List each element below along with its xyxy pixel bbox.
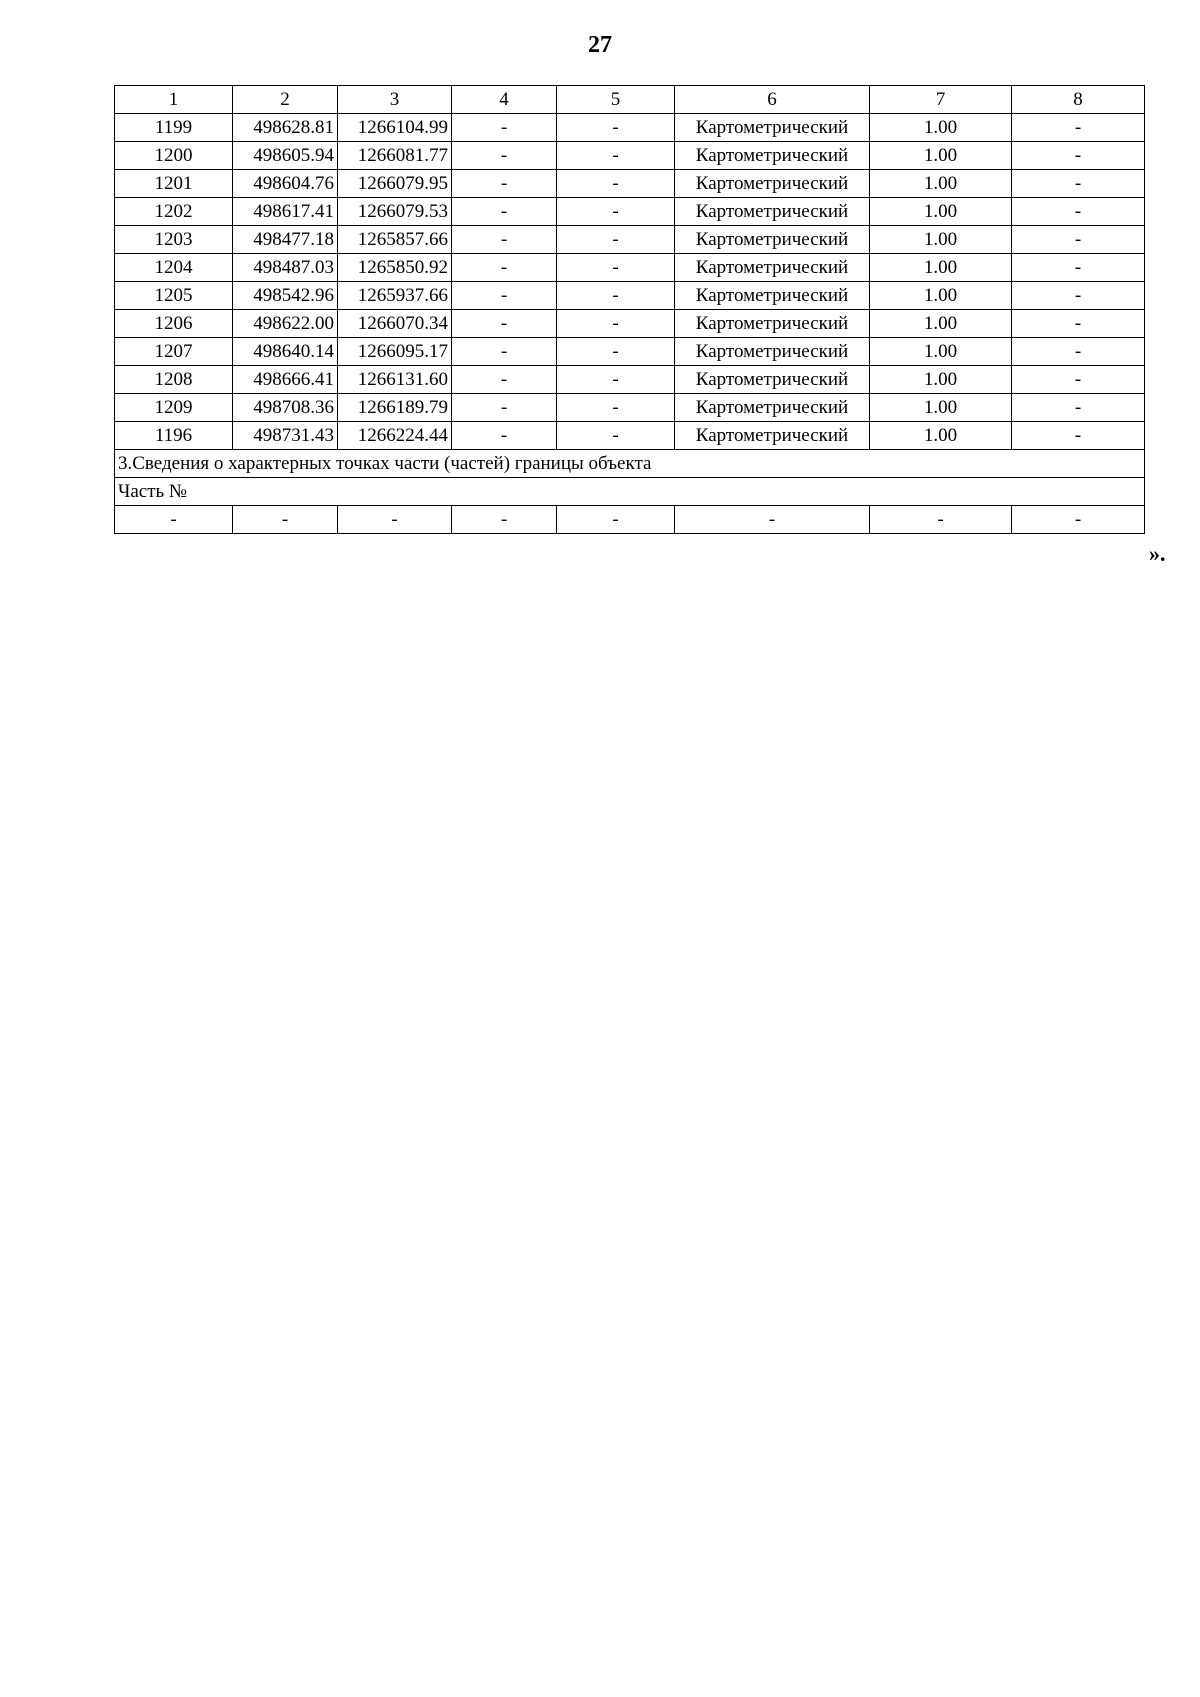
table-cell-col-3: 1265857.66 — [338, 226, 452, 254]
table-cell-col-3: 1266095.17 — [338, 338, 452, 366]
table-cell-col-6: Картометрический — [675, 422, 870, 450]
table-cell-col-5: - — [557, 310, 675, 338]
empty-cell-col-4: - — [452, 506, 557, 534]
table-row — [115, 142, 1145, 170]
empty-cell-col-1: - — [115, 506, 233, 534]
table-cell-col-4: - — [452, 366, 557, 394]
table-cell-col-2: 498666.41 — [233, 366, 338, 394]
table-cell-col-2: 498605.94 — [233, 142, 338, 170]
empty-cell-col-5: - — [557, 506, 675, 534]
table-cell-col-7: 1.00 — [870, 114, 1012, 142]
table-cell-col-6: Картометрический — [675, 282, 870, 310]
table-cell-col-8: - — [1012, 198, 1145, 226]
table-cell-col-4: - — [452, 338, 557, 366]
table-cell-col-3: 1265937.66 — [338, 282, 452, 310]
table-cell-col-6: Картометрический — [675, 338, 870, 366]
table-cell-col-7: 1.00 — [870, 226, 1012, 254]
table-cell-col-2: 498617.41 — [233, 198, 338, 226]
table-cell-col-1: 1199 — [115, 114, 233, 142]
table-cell-col-1: 1206 — [115, 310, 233, 338]
table-cell-col-6: Картометрический — [675, 254, 870, 282]
table-cell-col-4: - — [452, 310, 557, 338]
table-row — [115, 338, 1145, 366]
table-cell-col-1: 1207 — [115, 338, 233, 366]
table-cell-col-4: - — [452, 198, 557, 226]
table-row — [115, 114, 1145, 142]
table-cell-col-3: 1266070.34 — [338, 310, 452, 338]
part-label-row — [115, 478, 1145, 506]
table-cell-col-2: 498604.76 — [233, 170, 338, 198]
table-cell-col-7: 1.00 — [870, 170, 1012, 198]
table-cell-col-8: - — [1012, 170, 1145, 198]
table-cell-col-7: 1.00 — [870, 198, 1012, 226]
table-row — [115, 226, 1145, 254]
table-cell-col-3: 1266104.99 — [338, 114, 452, 142]
table-row — [115, 170, 1145, 198]
table-cell-col-3: 1265850.92 — [338, 254, 452, 282]
closing-quote-mark: ». — [1149, 541, 1166, 566]
table-cell-col-5: - — [557, 170, 675, 198]
empty-cell-col-3: - — [338, 506, 452, 534]
table-cell-col-1: 1203 — [115, 226, 233, 254]
table-row — [115, 422, 1145, 450]
table-cell-col-7: 1.00 — [870, 254, 1012, 282]
table-cell-col-1: 1202 — [115, 198, 233, 226]
header-cell-8: 8 — [1012, 86, 1145, 114]
table-cell-col-8: - — [1012, 226, 1145, 254]
header-cell-2: 2 — [233, 86, 338, 114]
table-cell-col-3: 1266081.77 — [338, 142, 452, 170]
section-title-row — [115, 450, 1145, 478]
table-cell-col-4: - — [452, 254, 557, 282]
table-cell-col-6: Картометрический — [675, 198, 870, 226]
table-cell-col-8: - — [1012, 338, 1145, 366]
table-cell-col-7: 1.00 — [870, 142, 1012, 170]
table-cell-col-2: 498487.03 — [233, 254, 338, 282]
table-cell-col-5: - — [557, 422, 675, 450]
header-cell-1: 1 — [115, 86, 233, 114]
empty-row — [115, 506, 1145, 534]
table-cell-col-7: 1.00 — [870, 338, 1012, 366]
table-cell-col-8: - — [1012, 422, 1145, 450]
part-label: Часть № — [115, 478, 1145, 506]
header-cell-3: 3 — [338, 86, 452, 114]
table-cell-col-1: 1196 — [115, 422, 233, 450]
table-cell-col-7: 1.00 — [870, 394, 1012, 422]
table-cell-col-8: - — [1012, 282, 1145, 310]
table-cell-col-7: 1.00 — [870, 366, 1012, 394]
table-cell-col-5: - — [557, 114, 675, 142]
table-cell-col-4: - — [452, 282, 557, 310]
coordinates-table-container — [114, 85, 1145, 534]
table-cell-col-2: 498542.96 — [233, 282, 338, 310]
table-cell-col-5: - — [557, 282, 675, 310]
page-number: 27 — [588, 32, 612, 58]
table-row — [115, 282, 1145, 310]
table-cell-col-7: 1.00 — [870, 422, 1012, 450]
section-title: 3.Сведения о характерных точках части (частей) границы объекта — [115, 450, 1145, 478]
table-cell-col-6: Картометрический — [675, 310, 870, 338]
table-cell-col-4: - — [452, 142, 557, 170]
table-cell-col-1: 1200 — [115, 142, 233, 170]
table-cell-col-5: - — [557, 338, 675, 366]
table-cell-col-5: - — [557, 226, 675, 254]
table-cell-col-2: 498628.81 — [233, 114, 338, 142]
table-row — [115, 366, 1145, 394]
table-cell-col-4: - — [452, 226, 557, 254]
header-row — [115, 86, 1145, 114]
empty-cell-col-6: - — [675, 506, 870, 534]
table-cell-col-6: Картометрический — [675, 366, 870, 394]
table-row — [115, 394, 1145, 422]
table-cell-col-4: - — [452, 114, 557, 142]
header-cell-7: 7 — [870, 86, 1012, 114]
table-cell-col-2: 498640.14 — [233, 338, 338, 366]
table-cell-col-1: 1204 — [115, 254, 233, 282]
table-cell-col-3: 1266079.53 — [338, 198, 452, 226]
table-cell-col-3: 1266224.44 — [338, 422, 452, 450]
table-cell-col-6: Картометрический — [675, 226, 870, 254]
table-row — [115, 254, 1145, 282]
table-cell-col-6: Картометрический — [675, 170, 870, 198]
coordinates-table — [114, 85, 1145, 534]
table-cell-col-8: - — [1012, 142, 1145, 170]
table-cell-col-7: 1.00 — [870, 282, 1012, 310]
table-cell-col-8: - — [1012, 310, 1145, 338]
table-cell-col-8: - — [1012, 394, 1145, 422]
table-cell-col-8: - — [1012, 366, 1145, 394]
table-cell-col-8: - — [1012, 254, 1145, 282]
table-cell-col-1: 1209 — [115, 394, 233, 422]
table-cell-col-3: 1266079.95 — [338, 170, 452, 198]
empty-cell-col-8: - — [1012, 506, 1145, 534]
table-cell-col-1: 1201 — [115, 170, 233, 198]
table-cell-col-2: 498708.36 — [233, 394, 338, 422]
header-cell-5: 5 — [557, 86, 675, 114]
table-cell-col-8: - — [1012, 114, 1145, 142]
table-cell-col-1: 1205 — [115, 282, 233, 310]
table-row — [115, 310, 1145, 338]
table-cell-col-5: - — [557, 198, 675, 226]
table-row — [115, 198, 1145, 226]
table-cell-col-4: - — [452, 422, 557, 450]
table-cell-col-2: 498477.18 — [233, 226, 338, 254]
table-cell-col-5: - — [557, 142, 675, 170]
table-cell-col-4: - — [452, 170, 557, 198]
header-cell-6: 6 — [675, 86, 870, 114]
table-cell-col-5: - — [557, 254, 675, 282]
table-cell-col-1: 1208 — [115, 366, 233, 394]
table-cell-col-4: - — [452, 394, 557, 422]
table-body — [115, 86, 1145, 534]
table-cell-col-3: 1266189.79 — [338, 394, 452, 422]
table-cell-col-2: 498731.43 — [233, 422, 338, 450]
empty-cell-col-2: - — [233, 506, 338, 534]
table-cell-col-5: - — [557, 394, 675, 422]
table-cell-col-2: 498622.00 — [233, 310, 338, 338]
table-cell-col-5: - — [557, 366, 675, 394]
empty-cell-col-7: - — [870, 506, 1012, 534]
table-cell-col-6: Картометрический — [675, 394, 870, 422]
table-cell-col-6: Картометрический — [675, 142, 870, 170]
table-cell-col-7: 1.00 — [870, 310, 1012, 338]
table-cell-col-3: 1266131.60 — [338, 366, 452, 394]
header-cell-4: 4 — [452, 86, 557, 114]
table-cell-col-6: Картометрический — [675, 114, 870, 142]
